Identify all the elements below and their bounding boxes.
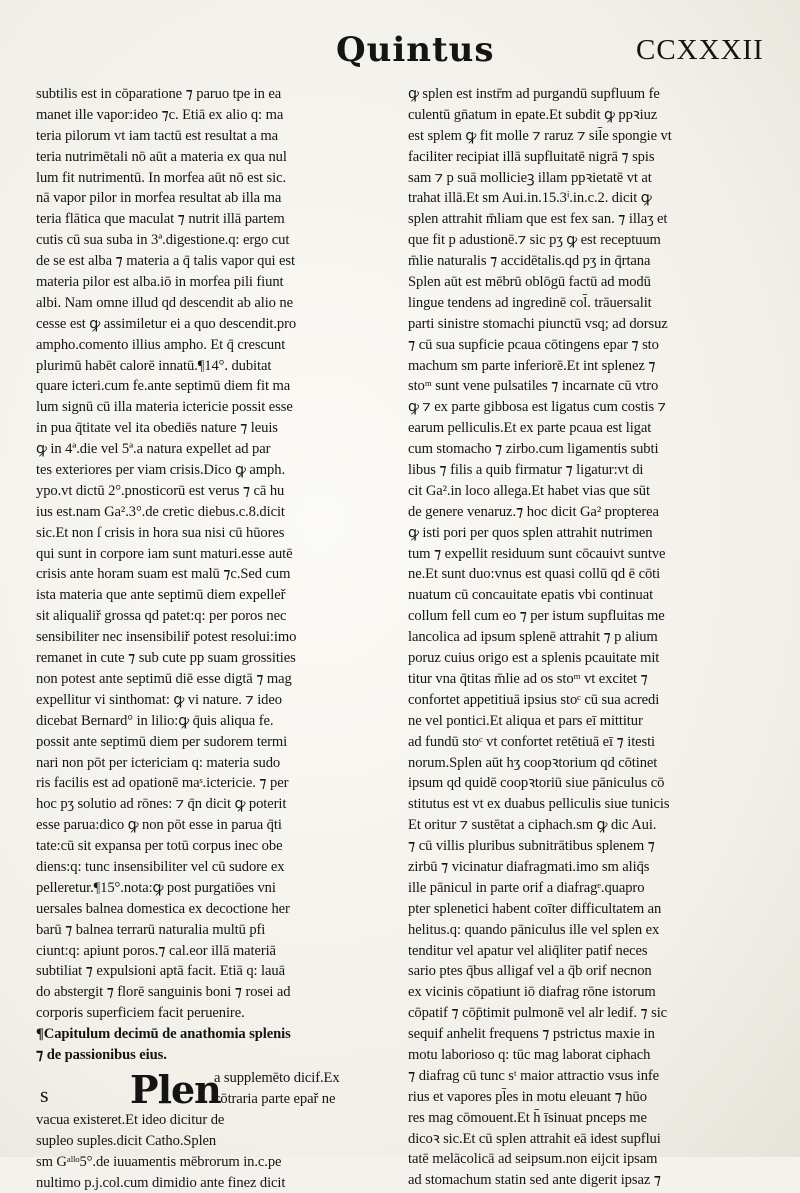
text-line: tes exteriores per viam crisis.Dico ꝙ amph.	[36, 462, 286, 479]
text-line: remanet in cute ⁊ sub cute pp suam grossities	[36, 650, 296, 667]
text-line: teria pilorum vt iam tactū est resultat a ma	[36, 127, 278, 144]
text-line: cōpatif ⁊ cōp̄timit pulmonē vel alr ledif. ⁊ sic	[408, 1005, 668, 1022]
text-line: ꝙ isti pori per quos splen attrahit nutrimen	[408, 524, 653, 541]
text-line: do abstergit ⁊ florē sanguinis boni ⁊ rosei ad	[36, 984, 291, 1001]
text-line: dicebat Bernard° in lilio:ꝙ q̄uis aliqua fe.	[36, 712, 274, 729]
text-line: ampho.comento illius ampho. Et q̄ crescunt	[36, 336, 286, 353]
text-line: tatē melācolicā ad seipsum.non eijcit ipsam	[408, 1151, 658, 1168]
text-line: lancolica ad ipsum splenē attrahit ⁊ p alium	[408, 629, 658, 646]
text-line: ad stomachum statin sed ante digerit ipsaz ⁊	[408, 1172, 661, 1189]
text-line: qui sunt in corpore iam sunt maturi.esse autē	[36, 545, 293, 562]
running-head: Quintus	[336, 30, 495, 70]
right-text-column	[408, 84, 764, 1189]
text-line: nultimo p.j.col.cum dimidio ante finez dicit	[36, 1174, 286, 1191]
text-line: ꝙ in 4ª.die vel 5ª.a natura expellet ad par	[36, 441, 271, 458]
text-line: quare icteri.cum fe.ante septimū diem fit ma	[36, 378, 291, 395]
text-line: Splen aūt est mēbrū oblōgū factū ad modū	[408, 274, 651, 291]
text-line: corporis superficiem facit peruenire.	[36, 1005, 245, 1022]
text-line: cutis cū sua suba in 3ª.digestione.q: ergo cut	[36, 232, 290, 249]
chapter-heading-line: ⁊ de passionibus eius.	[36, 1046, 167, 1063]
text-line: teria flātica que maculat ⁊ nutrit illā partem	[36, 211, 285, 228]
text-line: poruz cuius origo est a splenis pcauitate mit	[408, 650, 660, 667]
text-line: nā vapor pilor in morfea resultat ab illa ma	[36, 190, 282, 207]
text-line: tate:cū sit expansa per totū corpus inec obe	[36, 838, 283, 855]
text-line: uersales balnea domestica ex decoctione her	[36, 900, 290, 917]
text-line: nari non pōt per ictericiam q: materia sudo	[36, 754, 281, 771]
text-line: sam ⁊ p suā mollicieꝫ illam ppꝛietatē vt at	[408, 169, 652, 186]
text-line: supleo suples.dicit Catho.Splen	[36, 1132, 217, 1149]
text-line: de se est alba ⁊ materia a q̄ talis vapor qui est	[36, 253, 295, 270]
text-line: lum fit nutrimentū. In morfea aūt nō est sic.	[36, 169, 287, 186]
initial-word: Plen	[130, 1066, 221, 1112]
text-line: ⁊ cū sua supficie pcaua cōtingens epar ⁊ sto	[408, 336, 659, 353]
text-line: materia pilor est alba.iō in morfea pili fiunt	[36, 274, 284, 291]
text-line: ris facilis est ad opationē maˢ.ictericie. ⁊ per	[36, 775, 289, 792]
text-line: cit Ga².in loco allega.Et habet vias que sūt	[408, 482, 650, 499]
text-line: hoc pʒ solutio ad rōnes: ⁊ q̄n dicit ꝙ poterit	[36, 796, 287, 813]
text-line: diens:q: tunc insensibiliter vel cū sudore ex	[36, 858, 285, 875]
text-line: stoᵐ sunt vene pulsatiles ⁊ incarnate cū vtro	[408, 378, 659, 395]
text-line: possit ante septimū diem per sudorem termi	[36, 733, 288, 750]
text-line: lingue tendens ad ingredinē col̄. trāuersalit	[408, 294, 652, 311]
text-line: machum sm parte inferiorē.Et int splenez ⁊	[408, 357, 656, 374]
text-line: zirbū ⁊ vicinatur diafragmati.imo sm aliq̄s	[408, 858, 650, 875]
text-line: titur vna q̄titas m̄lie ad os stoᵐ vt excitet ⁊	[408, 670, 648, 687]
text-line: ex vicinis cōpatiunt iō diafrag rōne istorum	[408, 984, 656, 1001]
text-line: albi. Nam omne illud qd descendit ab alio ne	[36, 294, 294, 311]
text-line: non potest ante septimū diē esse digtā ⁊ mag	[36, 670, 292, 687]
text-line: confortet appetitiuā ipsius stoᶜ cū sua acredi	[408, 691, 660, 708]
text-line: tenditur vel apatur vel aliq̄liter patif neces	[408, 942, 648, 959]
text-line: rius et vapores pl̄es in motu eleuant ⁊ hūo	[408, 1088, 647, 1105]
text-line: ypo.vt dictū 2°.pnosticorū est verus ⁊ cā hu	[36, 482, 285, 499]
page-header	[0, 30, 800, 78]
text-line: sit aliqualiř grossa qd patet:q: per poros nec	[36, 608, 287, 625]
text-line: ꝙ splen est instr̄m ad purgandū supfluum fe	[408, 86, 660, 102]
text-line: plurimū habēt calorē innatū.¶14°. dubitat	[36, 357, 272, 374]
chapter-continuation	[36, 1110, 392, 1193]
text-line: crisis ante horam suam est malū ⁊c.Sed cum	[36, 566, 291, 583]
text-line: que fit p adustionē.⁊ sic pʒ ꝙ est receptuum	[408, 232, 661, 249]
text-line: sequif anhelit frequens ⁊ pstrictus maxie in	[408, 1026, 655, 1043]
text-line: cōtraria parte epař ne	[214, 1090, 336, 1107]
text-line: est splem ꝙ fit molle ⁊ raruz ⁊ sil̄e spongie vt	[408, 127, 672, 144]
text-line: ⁊ diafrag cū tunc sᵗ maior attractio vsus infe	[408, 1067, 660, 1084]
text-line: de genere venaruz.⁊ hoc dicit Ga² propterea	[408, 503, 659, 520]
text-line: sario ptes q̄bus alligaf vel a q̄b orif necnon	[408, 963, 652, 980]
text-line: a supplemēto dicif.Ex	[214, 1069, 340, 1086]
text-line: teria nutrimētali nō aūt a materia ex qua nul	[36, 148, 287, 165]
text-line: in pua q̄titate vel ita obediēs nature ⁊ leuis	[36, 420, 278, 437]
text-line: motu laborioso q: tūc mag laborat ciphach	[408, 1046, 651, 1063]
text-line: culentū gn̄atum in epate.Et subdit ꝙ ppꝛiuz	[408, 106, 658, 123]
text-line: norum.Splen aūt hʒ coopꝛtorium qd cōtinet	[408, 754, 658, 771]
text-line: Et oritur ⁊ sustētat a ciphach.sm ꝙ dic Aui.	[408, 817, 657, 834]
guide-letter: s	[40, 1081, 49, 1107]
text-line: m̄lie naturalis ⁊ accidētalis.qd pʒ in q̄rtana	[408, 253, 651, 270]
text-line: ipsum qd quidē coopꝛtoriū siue pāniculus cō	[408, 775, 665, 792]
text-line: stitutus est vt ex duabus pelliculis siue tunicis	[408, 796, 670, 813]
text-line: ꝙ ⁊ ex parte gibbosa est ligatus cum costis ⁊	[408, 399, 666, 416]
text-line: sensibiliter nec insensibiliř potest resolui:imo	[36, 629, 297, 646]
text-line: ⁊ cū villis pluribus subnitrātibus splenem ⁊	[408, 838, 655, 855]
text-line: cum stomacho ⁊ zirbo.cum ligamentis subti	[408, 441, 659, 458]
text-line: ille pānicul in parte orif a diafragᵉ.quapro	[408, 879, 645, 896]
text-line: faciliter recipiat illā supfluitatē nigrā ⁊ spis	[408, 148, 655, 165]
text-line: res mag cōmouent.Et h̄ īsinuat pnceps me	[408, 1109, 647, 1126]
chapter-first-lines	[214, 1068, 394, 1110]
text-line: trahat illā.Et sm Aui.in.15.3ⁱ.in.c.2. dicit ꝙ	[408, 190, 652, 207]
text-line: dicoꝛ sic.Et cū splen attrahit eā idest supflui	[408, 1130, 661, 1147]
text-line: lum signū cū illa materia ictericie possit esse	[36, 399, 293, 416]
text-line: subtiliat ⁊ expulsioni aptā facit. Etiā q: lauā	[36, 963, 285, 980]
text-line: earum pelliculis.Et ex parte pcaua est ligat	[408, 420, 652, 437]
folio-number: CCXXXII	[636, 34, 764, 66]
text-line: parti sinistre stomachi piunctū vsq; ad dorsuz	[408, 315, 668, 332]
text-line: ista materia que ante septimū diem expelleř	[36, 587, 286, 604]
left-text-column	[36, 84, 392, 1191]
text-line: helitus.q: quando pāniculus ille vel splen ex	[408, 921, 660, 938]
text-line: vacua existeret.Et ideo dicitur de	[36, 1111, 225, 1128]
text-line: ad fundū stoᶜ vt confortet retētiuā eī ⁊ itesti	[408, 733, 656, 750]
text-line: cesse est ꝙ assimiletur ei a quo descendit.pro	[36, 315, 297, 332]
text-line: sic.Et non ſ crisis in hora sua nisi cū hūores	[36, 524, 285, 541]
chapter-heading-line: ¶Capitulum decimū de anathomia splenis	[36, 1026, 291, 1043]
text-line: sm Gᵃˡˡᵒ5°.de iuuamentis mēbrorum in.c.pe	[36, 1153, 282, 1170]
text-line: manet ille vapor:ideo ⁊c. Etiā ex alio q: ma	[36, 106, 284, 123]
text-line: collum fell cum eo ⁊ per istum supfluitas me	[408, 608, 665, 625]
text-line: splen attrahit m̄liam que est fex san. ⁊ illaʒ et	[408, 211, 668, 228]
text-line: pter splenetici habent coīter difficultatem an	[408, 900, 662, 917]
text-line: libus ⁊ filis a quib firmatur ⁊ ligatur:vt di	[408, 462, 644, 479]
chapter-opening	[36, 1066, 392, 1191]
text-line: ciunt:q: apiunt poros.⁊ cal.eor illā materiā	[36, 942, 276, 959]
text-line: ne vel pontici.Et aliqua et pars eī mittitur	[408, 712, 643, 729]
text-line: pelleretur.¶15°.nota:ꝙ post purgatiōes vni	[36, 879, 276, 896]
text-line: tum ⁊ expellit residuum sunt cōcauivt suntve	[408, 545, 666, 562]
text-line: barū ⁊ balnea terrarū naturalia multū pfi	[36, 921, 266, 938]
text-line: nuatum cū concauitate epatis vbi continuat	[408, 587, 654, 604]
text-line: ius est.nam Ga².3°.de cretic diebus.c.8.dicit	[36, 503, 285, 520]
text-line: expellitur vi sinthomat: ꝙ vi nature. ⁊ ideo	[36, 691, 282, 708]
text-line: esse parua:dico ꝙ non pōt esse in parua q̄ti	[36, 817, 282, 834]
text-line: subtilis est in cōparatione ⁊ paruo tpe in ea	[36, 86, 282, 102]
text-line: ne.Et sunt duo:vnus est quasi collū qd ē cōti	[408, 566, 661, 583]
